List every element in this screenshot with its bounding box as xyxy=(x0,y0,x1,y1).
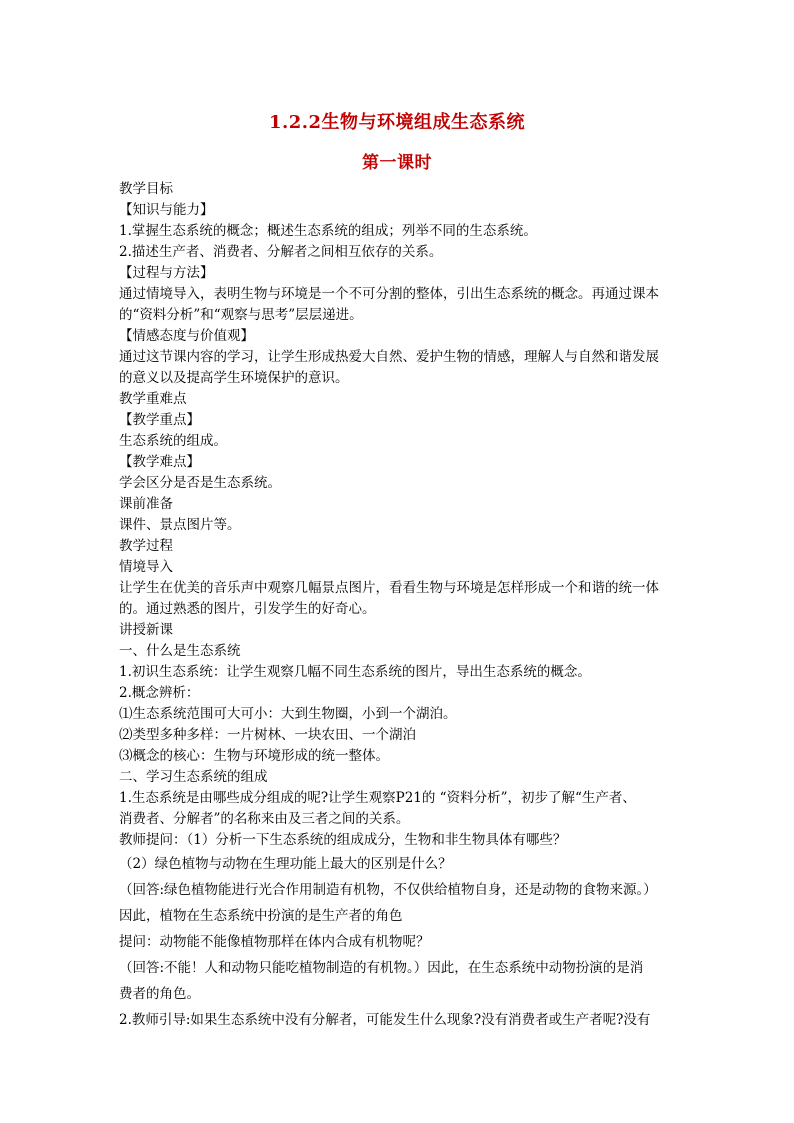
text-line: 的“资料分析”和“观察与思考”层层递进。 xyxy=(119,307,363,323)
text-line: 【知识与能力】 xyxy=(119,202,214,218)
text-line: 1.掌握生态系统的概念；概述生态系统的组成；列举不同的生态系统。 xyxy=(119,223,537,239)
text-line: 的意义以及提高学生环境保护的意识。 xyxy=(119,370,349,386)
text-line: （回答:绿色植物能进行光合作用制造有机物，不仅供给植物自身，还是动物的食物来源。） xyxy=(119,882,657,898)
text-line: 1.初识生态系统：让学生观察几幅不同生态系统的图片，导出生态系统的概念。 xyxy=(119,664,591,680)
text-line: 学会区分是否是生态系统。 xyxy=(119,475,281,491)
text-line: 2.教师引导:如果生态系统中没有分解者，可能发生什么现象?没有消费者或生产者呢?没有 xyxy=(119,1012,651,1028)
text-line: 提问：动物能不能像植物那样在体内合成有机物呢？ xyxy=(119,934,430,950)
text-line: 【教学重点】 xyxy=(119,412,200,428)
text-line: 讲授新课 xyxy=(119,622,173,638)
text-line: 消费者、分解者”的名称来由及三者之间的关系。 xyxy=(119,811,410,827)
text-line: 费者的角色。 xyxy=(119,986,200,1002)
text-line: 课前准备 xyxy=(119,496,173,512)
text-line: 的。通过熟悉的图片，引发学生的好奇心。 xyxy=(119,601,376,617)
text-line: 通过情境导入，表明生物与环境是一个不可分割的整体，引出生态系统的概念。再通过课本 xyxy=(119,286,659,302)
text-line: （2）绿色植物与动物在生理功能上最大的区别是什么？ xyxy=(119,856,452,872)
text-line: 教学目标 xyxy=(119,181,173,197)
document-subtitle: 第一课时 xyxy=(362,153,432,173)
text-line: 通过这节课内容的学习，让学生形成热爱大自然、爱护生物的情感，理解人与自然和谐发展 xyxy=(119,349,659,365)
text-line: ⑴生态系统范围可大可小：大到生物圈，小到一个湖泊。 xyxy=(119,706,457,722)
text-line: 因此，植物在生态系统中扮演的是生产者的角色 xyxy=(119,908,403,924)
text-line: 【过程与方法】 xyxy=(119,265,214,281)
text-line: 【教学难点】 xyxy=(119,454,200,470)
text-line: 教学过程 xyxy=(119,538,173,554)
text-line: （回答:不能！人和动物只能吃植物制造的有机物。）因此，在生态系统中动物扮演的是消 xyxy=(119,960,644,976)
document-title: 1.2.2生物与环境组成生态系统 xyxy=(268,112,526,133)
text-line: 2.概念辨析： xyxy=(119,685,200,701)
text-line: 课件、景点图片等。 xyxy=(119,517,241,533)
text-line: 2.描述生产者、消费者、分解者之间相互依存的关系。 xyxy=(119,244,443,260)
text-line: 情境导入 xyxy=(119,559,173,575)
text-line: 【情感态度与价值观】 xyxy=(119,328,254,344)
document-body xyxy=(119,179,681,1033)
text-line: 二、学习生态系统的组成 xyxy=(119,769,268,785)
text-line: 1.生态系统是由哪些成分组成的呢?让学生观察P21的 “资料分析”，初步了解“生产者、 xyxy=(119,790,636,806)
text-line: ⑶概念的核心：生物与环境形成的统一整体。 xyxy=(119,748,389,764)
text-line: 让学生在优美的音乐声中观察几幅景点图片，看看生物与环境是怎样形成一个和谐的统一体 xyxy=(119,580,659,596)
text-line: 一、什么是生态系统 xyxy=(119,643,241,659)
text-line: 教学重难点 xyxy=(119,391,187,407)
text-line: 生态系统的组成。 xyxy=(119,433,227,449)
text-line: 教师提问：（1）分析一下生态系统的组成成分，生物和非生物具体有哪些？ xyxy=(119,832,567,848)
text-line: ⑵类型多种多样：一片树林、一块农田、一个湖泊 xyxy=(119,727,416,743)
